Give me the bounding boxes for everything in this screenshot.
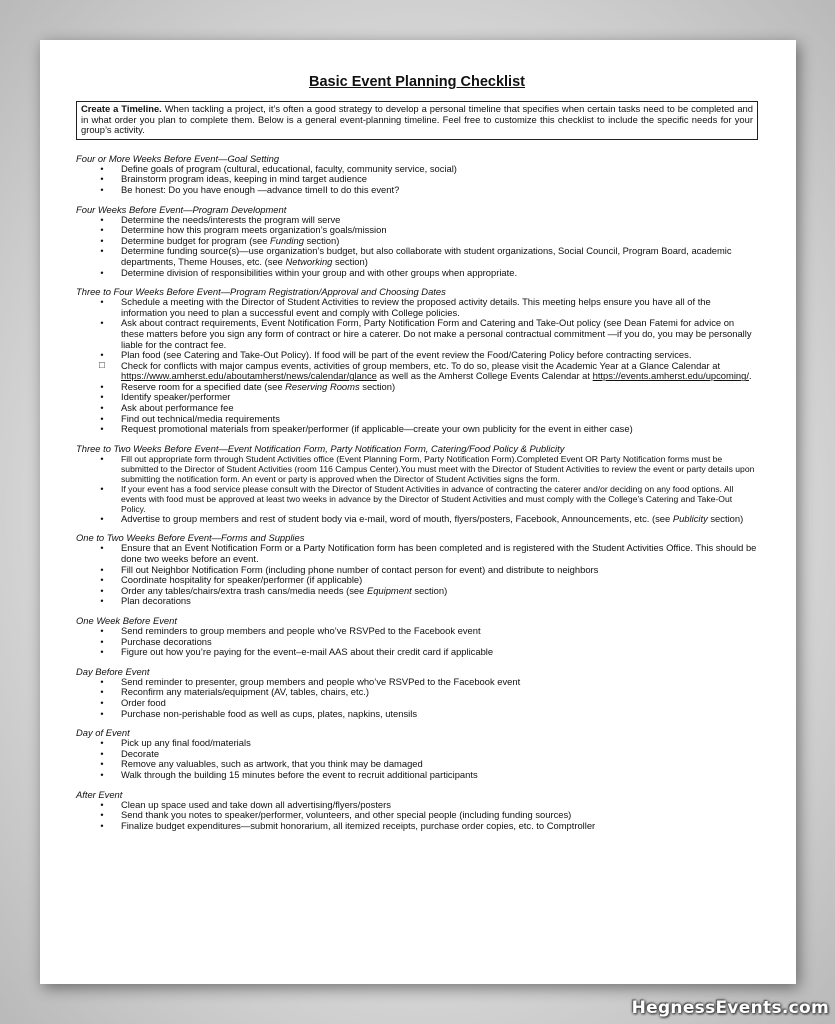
checklist-section xyxy=(76,666,758,719)
item-text: Be honest: Do you have enough —advance timeII to do this event? xyxy=(121,183,400,195)
bullet-icon: • xyxy=(100,676,104,687)
item-text: Determine budget for program (see xyxy=(121,234,271,246)
section-heading: Three to Two Weeks Before Event—Event Notification Form, Party Notification Form, Catering/Food Policy & Publicity xyxy=(76,442,565,454)
item-text: Define goals of program (cultural, educational, faculty, community service, social) xyxy=(121,162,457,174)
item-text: . xyxy=(748,370,752,382)
item-text: Ask about performance fee xyxy=(121,402,234,414)
checklist-item xyxy=(76,596,758,607)
checklist-item xyxy=(76,647,758,658)
item-text: section) xyxy=(303,234,340,246)
checklist-section xyxy=(76,286,758,435)
section-heading: After Event xyxy=(76,788,123,800)
item-text: Fill out appropriate form through Student Activities office (Event Planning Form, Party Notification Form).Completed Event OR Party Notification forms must be submitted to the Director of Student Activities (room 116 Campus Center).You must meet with the Director of Student Activities to review the event or party details upon submitting the notification form. An event or party is approved when the Director of Student Activities signs the form. xyxy=(121,453,755,484)
bullet-icon: • xyxy=(100,350,104,361)
item-text: Send reminder to presenter, group members and people who’ve RSVPed to the Facebook event xyxy=(121,675,521,687)
checklist-section xyxy=(76,727,758,780)
item-link[interactable]: https://www.amherst.edu/aboutamherst/news/calendar/glance xyxy=(121,370,377,382)
section-heading: Day Before Event xyxy=(76,665,150,677)
item-text: Coordinate hospitality for speaker/performer (if applicable) xyxy=(121,574,363,586)
checklist-items xyxy=(76,677,758,719)
checklist-items xyxy=(76,738,758,780)
item-text: Remove any valuables, such as artwork, that you think may be damaged xyxy=(121,758,423,770)
checklist-section xyxy=(76,204,758,279)
checklist-item xyxy=(76,361,758,382)
bullet-icon: • xyxy=(100,759,104,770)
item-text: Ask about contract requirements, Event Notification Form, Party Notification Form and Catering and Take-Out policy (see Dean Fatemi for advice on these matters before you sign any form of contract or hire a caterer. Do not make a personal contractual commitment —if you do, you may be personally liable for the contract fee. xyxy=(121,317,752,350)
item-emphasis: Reserving Rooms xyxy=(285,380,360,392)
checklist-item xyxy=(76,268,758,279)
item-text: as well as the Amherst College Events Calendar at xyxy=(376,370,593,382)
item-text: Purchase non-perishable food as well as cups, plates, napkins, utensils xyxy=(121,707,418,719)
checklist-sections xyxy=(76,153,758,832)
checkbox-icon: ☐ xyxy=(98,360,106,370)
item-link[interactable]: https://events.amherst.edu/upcoming/ xyxy=(592,370,749,382)
item-text: Schedule a meeting with the Director of Student Activities to review the proposed activity details. This meeting helps ensure you have all of the information you need to plan a successful event and comply with College policies. xyxy=(121,296,711,318)
item-text: Ensure that an Event Notification Form or a Party Notification form has been completed and is registered with the Student Activities Office. This should be done two weeks before an event. xyxy=(121,542,757,565)
item-text: Brainstorm program ideas, keeping in mind target audience xyxy=(121,173,367,185)
item-emphasis: Networking xyxy=(285,255,333,267)
bullet-icon: • xyxy=(100,697,104,708)
item-text: Determine division of responsibilities within your group and with other groups when appropriate. xyxy=(121,266,518,278)
bullet-icon: • xyxy=(100,799,104,810)
bullet-icon: • xyxy=(100,564,104,575)
checklist-section xyxy=(76,443,758,525)
bullet-icon: • xyxy=(100,738,104,749)
checklist-items xyxy=(76,215,758,279)
bullet-icon: • xyxy=(100,267,104,278)
bullet-icon: • xyxy=(100,769,104,780)
item-text: Fill out Neighbor Notification Form (including phone number of contact person for event) and distribute to neighbors xyxy=(121,563,599,575)
document-page xyxy=(40,40,796,984)
item-text: Determine how this program meets organization’s goals/mission xyxy=(121,224,387,236)
bullet-icon: • xyxy=(100,483,104,494)
item-text: Determine funding source(s)—use organization’s budget, but also collaborate with student organizations, Social Council, Program Board, academic departments, Theme Houses, etc. (see xyxy=(121,245,732,267)
checklist-items xyxy=(76,626,758,658)
checklist-items xyxy=(76,454,758,525)
bullet-icon: • xyxy=(100,575,104,586)
item-text: Finalize budget expenditures—submit honorarium, all itemized receipts, purchase order copies, etc. to Comptroller xyxy=(121,819,596,831)
bullet-icon: • xyxy=(100,687,104,698)
item-text: Request promotional materials from speaker/performer (if applicable—create your own publicity for the event in either case) xyxy=(121,423,633,435)
item-text: If your event has a food service please consult with the Director of Student Activities in advance of contracting the caterer and/or deciding on any food options. All events with food must be approved at least two weeks in advance by the Director of Student Activities and must comply with the College’s Catering and Take-Out Policy. xyxy=(121,483,734,514)
bullet-icon: • xyxy=(100,748,104,759)
bullet-icon: • xyxy=(100,585,104,596)
checklist-item xyxy=(76,770,758,781)
item-text: section) xyxy=(359,380,396,392)
item-text: Clean up space used and take down all advertising/flyers/posters xyxy=(121,798,391,810)
item-text: section) xyxy=(411,584,448,596)
checklist-item xyxy=(76,246,758,267)
bullet-icon: • xyxy=(100,184,104,195)
bullet-icon: • xyxy=(100,453,104,464)
checklist-item xyxy=(76,424,758,435)
watermark-text: HegnessEvents.com xyxy=(631,998,829,1018)
bullet-icon: • xyxy=(100,163,104,174)
checklist-section xyxy=(76,615,758,658)
item-text: Figure out how you’re paying for the event–e-mail AAS about their credit card if applicable xyxy=(121,646,494,658)
item-text: Find out technical/media requirements xyxy=(121,412,280,424)
item-text: Order food xyxy=(121,696,166,708)
bullet-icon: • xyxy=(100,626,104,636)
intro-lead: Create a Timeline. xyxy=(81,103,162,114)
item-text: section) xyxy=(332,255,368,267)
bullet-icon: • xyxy=(100,708,104,719)
item-text: Check for conflicts with major campus events, activities of group members, etc. To do so, please visit the Academic Year at a Glance Calendar at xyxy=(121,359,721,371)
checklist-section xyxy=(76,153,758,196)
section-heading: Three to Four Weeks Before Event—Program Registration/Approval and Choosing Dates xyxy=(76,286,446,298)
item-text: Advertise to group members and rest of student body via e-mail, word of mouth, flyers/posters, Facebook, Announcements, etc. (see xyxy=(121,512,673,524)
item-text: Plan food (see Catering and Take-Out Policy). If food will be part of the event review the Food/Catering Policy before contracting services. xyxy=(121,349,692,361)
item-text: Order any tables/chairs/extra trash cans/media needs (see xyxy=(121,584,367,596)
item-emphasis: Equipment xyxy=(366,584,412,596)
item-text: section) xyxy=(707,512,744,524)
item-text: Send reminders to group members and people who’ve RSVPed to the Facebook event xyxy=(121,625,481,636)
bullet-icon: • xyxy=(100,392,104,403)
bullet-icon: • xyxy=(100,810,104,821)
bullet-icon: • xyxy=(100,174,104,185)
bullet-icon: • xyxy=(100,297,104,308)
bullet-icon: • xyxy=(100,596,104,607)
item-text: Reconfirm any materials/equipment (AV, tables, chairs, etc.) xyxy=(121,686,370,698)
bullet-icon: • xyxy=(100,214,104,225)
section-heading: One to Two Weeks Before Event—Forms and Supplies xyxy=(76,532,305,544)
bullet-icon: • xyxy=(100,424,104,435)
bullet-icon: • xyxy=(100,246,104,257)
checklist-section xyxy=(76,789,758,832)
checklist-item xyxy=(76,514,758,525)
bullet-icon: • xyxy=(100,820,104,831)
intro-box xyxy=(76,101,758,140)
bullet-icon: • xyxy=(100,647,104,658)
intro-text: When tackling a project, it’s often a good strategy to develop a personal timeline that specifies when certain tasks need to be completed and in what order you plan to complete them. Below is a general event-planning timeline. Feel free to customize this checklist to include the specific needs for your group’s activity. xyxy=(81,103,753,136)
section-heading: Four Weeks Before Event—Program Development xyxy=(76,203,287,215)
document-title: Basic Event Planning Checklist xyxy=(309,74,525,90)
item-emphasis: Funding xyxy=(270,234,304,246)
item-text: Identify speaker/performer xyxy=(121,391,231,403)
checklist-items xyxy=(76,164,758,196)
checklist-items xyxy=(76,297,758,435)
checklist-item xyxy=(76,709,758,720)
bullet-icon: • xyxy=(100,225,104,236)
item-text: Pick up any final food/materials xyxy=(121,737,251,749)
checklist-item xyxy=(76,454,758,484)
item-text: Plan decorations xyxy=(121,595,191,607)
item-text: Reserve room for a specified date (see xyxy=(121,380,286,392)
section-heading: Four or More Weeks Before Event—Goal Setting xyxy=(76,152,280,164)
checklist-item xyxy=(76,687,758,698)
bullet-icon: • xyxy=(100,318,104,329)
bullet-icon: • xyxy=(100,543,104,554)
bullet-icon: • xyxy=(100,513,104,524)
bullet-icon: • xyxy=(100,381,104,392)
checklist-item xyxy=(76,738,758,749)
item-text: Send thank you notes to speaker/performer, volunteers, and other special people (including funding sources) xyxy=(121,809,572,821)
section-heading: One Week Before Event xyxy=(76,615,177,626)
bullet-icon: • xyxy=(100,636,104,647)
section-heading: Day of Event xyxy=(76,727,130,739)
checklist-item xyxy=(76,297,758,318)
checklist-item xyxy=(76,185,758,196)
checklist-item xyxy=(76,484,758,514)
item-text: Walk through the building 15 minutes before the event to recruit additional participants xyxy=(121,768,478,780)
checklist-item xyxy=(76,821,758,832)
bullet-icon: • xyxy=(100,403,104,414)
item-emphasis: Publicity xyxy=(672,512,708,524)
checklist-section xyxy=(76,532,758,607)
checklist-item xyxy=(76,318,758,350)
checklist-item xyxy=(76,543,758,564)
item-text: Determine the needs/interests the program will serve xyxy=(121,213,341,225)
checklist-items xyxy=(76,800,758,832)
item-text: Purchase decorations xyxy=(121,635,212,647)
bullet-icon: • xyxy=(100,235,104,246)
bullet-icon: • xyxy=(100,413,104,424)
checklist-items xyxy=(76,543,758,607)
item-text: Decorate xyxy=(121,747,160,759)
